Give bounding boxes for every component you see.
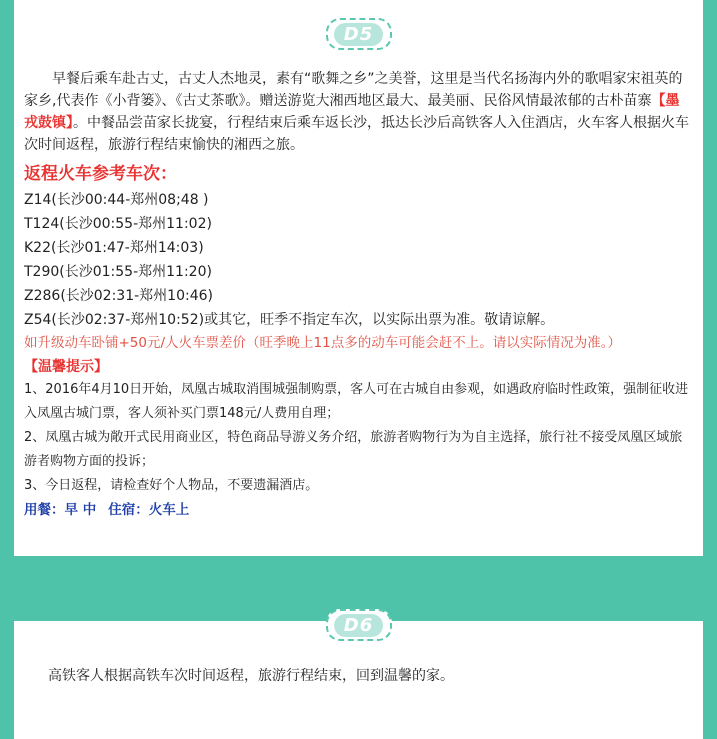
tip-item: 1、2016年4月10日开始，凤凰古城取消围城强制购票，客人可在古城自由参观，如遇政府临时性政策，强制征收进入凤凰古城门票，客人须补买门票148元/人费用自理； [24,382,689,421]
meals-label: 用餐：早 中 [24,502,97,518]
day5-intro-highlight: 【墨戎鼓镇】 [24,93,680,131]
day5-intro-part1: 早餐后乘车赴古丈，古丈人杰地灵，素有“歌舞之乡”之美誉，这里是当代名扬海内外的歌唱家宋祖英的家乡,代表作《小背篓》、《古丈茶歌》。赠送游览大湘西地区最大、最美丽、民俗风情最浓郁的古朴苗寨 [24,71,683,109]
day5-badge-label: D5 [334,23,383,46]
day6-card [14,614,703,739]
train-item: K22(长沙01:47-郑州14:03) [24,240,204,256]
day5-intro-part2: 。中餐品尝苗家长拢宴，行程结束后乘车返长沙，抵达长沙后高铁客人入住酒店，火车客人根据火车次时间返程，旅游行程结束愉快的湘西之旅。 [24,115,689,153]
tips-title: 【温馨提示】 [24,359,108,375]
tip-item: 3、今日返程，请检查好个人物品，不要遗漏酒店。 [24,478,319,493]
day6-badge-label: D6 [334,614,383,637]
day5-content [24,68,693,522]
train-item: Z14(长沙00:44-郑州08;48 ) [24,192,209,208]
train-title: 返程火车参考车次： [24,164,177,184]
train-item: T124(长沙00:55-郑州11:02) [24,216,212,232]
tip-item: 2、凤凰古城为敞开式民用商业区，特色商品导游义务介绍，旅游者购物行为为自主选择，旅行社不接受凤凰区域旅游者购物方面的投诉； [24,430,683,469]
day5-card [14,0,703,556]
day5-badge [326,18,392,50]
train-item: Z54(长沙02:37-郑州10:52)或其它，旺季不指定车次，以实际出票为准。敬请谅解。 [24,312,555,328]
day6-text: 高铁客人根据高铁车次时间返程，旅游行程结束，回到温馨的家。 [48,668,454,684]
train-item: Z286(长沙02:31-郑州10:46) [24,288,213,304]
lodging-label: 住宿：火车上 [108,502,190,518]
meals-lodging [24,498,693,522]
upgrade-note: 如升级动车卧铺+50元/人火车票差价（旺季晚上11点多的动车可能会赶不上。请以实际情况为准。） [24,335,621,351]
day5-intro [24,68,693,156]
day6-badge [326,609,392,641]
day6-content [48,665,693,687]
train-item: T290(长沙01:55-郑州11:20) [24,264,212,280]
